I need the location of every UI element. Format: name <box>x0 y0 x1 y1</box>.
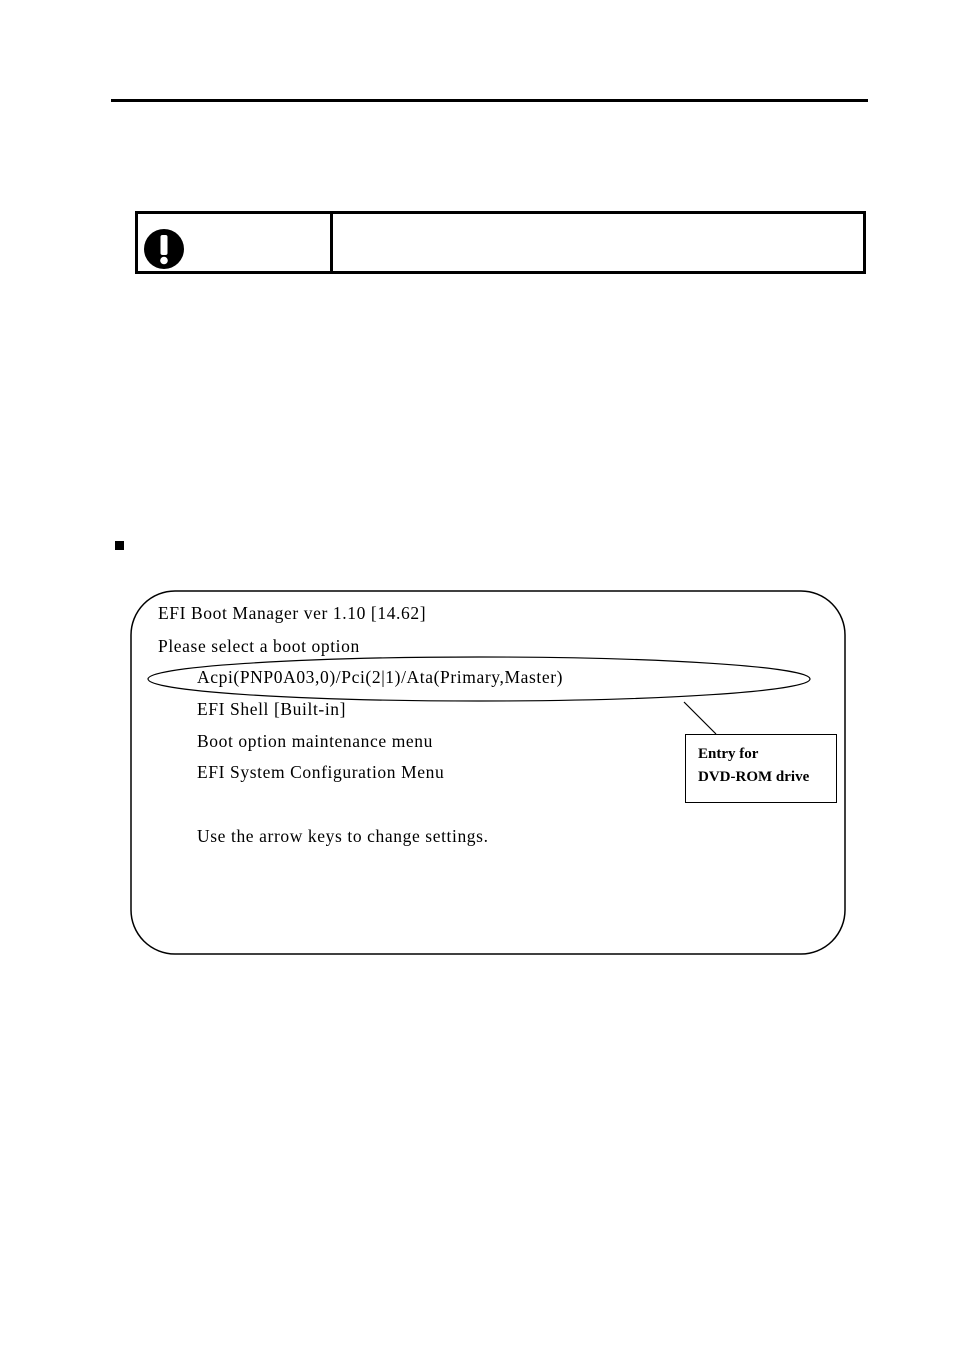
callout-leader-line <box>684 702 716 734</box>
callout-line-2: DVD-ROM drive <box>698 769 810 785</box>
select-prompt: Please select a boot option <box>158 636 360 656</box>
callout-box <box>685 734 837 803</box>
boot-option-maintenance[interactable]: Boot option maintenance menu <box>197 731 433 751</box>
arrow-keys-hint: Use the arrow keys to change settings. <box>197 826 489 846</box>
boot-option-system-config[interactable]: EFI System Configuration Menu <box>197 762 445 782</box>
boot-option-efi-shell[interactable]: EFI Shell [Built-in] <box>197 699 347 719</box>
boot-manager-title: EFI Boot Manager ver 1.10 [14.62] <box>158 603 427 623</box>
callout-line-1: Entry for <box>698 746 759 762</box>
boot-option-dvd[interactable]: Acpi(PNP0A03,0)/Pci(2|1)/Ata(Primary,Master) <box>197 667 564 687</box>
